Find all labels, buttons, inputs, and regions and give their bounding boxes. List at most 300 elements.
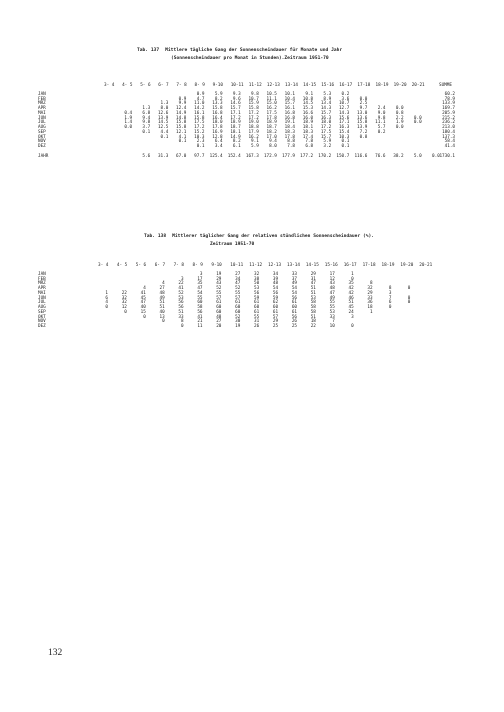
table1-sum-cell: 137.3 [442, 134, 455, 140]
table2-value-cell: 6 [105, 295, 108, 301]
table1-value-cell: 125.4 [209, 153, 223, 159]
table2-value-cell: 41 [178, 286, 184, 291]
table1-value-cell: 19.0 [248, 120, 259, 126]
table1-value-cell: 16.3 [338, 125, 350, 130]
table2-value-cell: 22 [178, 281, 184, 287]
table1-value-cell: 0.0 [124, 125, 133, 130]
table1-value-cell: 18.9 [230, 120, 241, 126]
table1-value-cell: 8.2 [214, 96, 223, 102]
table1-value-cell: 16.0 [302, 115, 314, 121]
table2-header-hour: 8- 9 [192, 263, 203, 268]
table1-value-cell: 0.8 [395, 110, 404, 116]
table2-caption [144, 234, 374, 240]
table2-value-cell: 29 [216, 276, 222, 282]
table1-value-cell: 9.1 [251, 139, 259, 145]
table2-value-cell: 51 [178, 309, 184, 315]
table1-subtitle [171, 56, 329, 62]
table2-value-cell: 42 [348, 290, 354, 296]
table2-value-cell: 34 [272, 271, 279, 277]
table1-title-line1: Mittlere tägliche Gang der Sonnenscheindauer für Monate und Jahr [165, 48, 343, 53]
table2-value-cell: 48 [216, 314, 222, 320]
table1-value-cell: 31.3 [157, 153, 169, 159]
table2-value-cell: 47 [310, 281, 316, 287]
table2-value-cell: 60 [216, 309, 222, 315]
table2-value-cell: 56 [254, 290, 260, 296]
table1-value-cell: 0.1 [160, 134, 169, 140]
table1-sum-cell: 180.4 [442, 129, 455, 135]
table1 [38, 84, 468, 160]
table2-value-cell: 4 [162, 281, 165, 287]
table2-value-cell: 0 [407, 295, 411, 301]
table1-value-cell: 18.7 [230, 125, 241, 130]
table1-value-cell: 0.1 [142, 129, 151, 135]
table1-value-cell: 14.9 [230, 134, 241, 140]
table1-value-cell: 0.1 [178, 139, 187, 145]
table1-header-row [38, 84, 468, 89]
table1-value-cell: 5.6 [142, 153, 151, 159]
table2-value-cell: 45 [140, 295, 146, 301]
table1-month-label: FEB [38, 96, 46, 102]
table2-value-cell: 4 [143, 286, 146, 291]
table2-value-cell: 0 [143, 314, 146, 320]
table2-value-cell: 0 [407, 286, 411, 291]
table2-value-cell: 61 [216, 300, 222, 306]
table1-sum-cell: 213.0 [442, 125, 455, 130]
table1-value-cell: 0.0 [413, 120, 422, 126]
table1-value-cell: 8.0 [269, 144, 277, 149]
table1-value-cell: 5.0 [413, 153, 422, 159]
table2-value-cell: 8 [181, 319, 184, 325]
table1-value-cell: 16.2 [266, 106, 277, 111]
table1-value-cell: 17.8 [266, 115, 277, 121]
table2-month-label: SEP [38, 309, 46, 315]
table2-value-cell: 52 [235, 314, 241, 320]
table2-value-cell: 6 [388, 300, 392, 306]
table2-row [38, 325, 468, 330]
table2-header-hour: 5- 6 [135, 263, 147, 268]
table1-value-cell: 2.2 [395, 115, 404, 121]
table1-value-cell: 2.4 [377, 106, 386, 111]
table2-value-cell: 48 [272, 281, 279, 287]
table1-value-cell: 18.0 [212, 120, 223, 126]
table1-value-cell: 15.8 [176, 125, 187, 130]
table2-title-line1: Mittlerer täglicher Gang der relativen stündlichen Sonnenscheindauer (%). [172, 234, 375, 239]
table1-value-cell: 5.7 [377, 125, 386, 130]
table2-value-cell: 51 [310, 286, 316, 291]
table2-value-cell: 4 [105, 300, 108, 306]
table1-month-label: JUL [38, 120, 46, 126]
table2-value-cell: 33 [329, 314, 335, 320]
table2-value-cell: 12 [329, 276, 335, 282]
table1-value-cell: 15.7 [320, 134, 332, 140]
table1-value-cell: 9.1 [305, 91, 314, 97]
table1-sum-cell: 133.9 [442, 101, 455, 107]
table1-value-cell: 150.7 [336, 153, 350, 159]
table1-value-cell: 6.8 [305, 144, 314, 149]
table1-value-cell: 9.6 [232, 96, 241, 102]
table1-value-cell: 116.6 [354, 153, 368, 159]
table1-sum-cell: 78.9 [444, 96, 455, 102]
table1-value-cell: 0.1 [341, 139, 350, 145]
table2-value-cell: 52 [235, 286, 241, 291]
table2-header-hour: 9-10 [211, 263, 222, 268]
table2-value-cell: 17 [197, 276, 203, 282]
table2-header-hour: 4- 5 [116, 263, 128, 268]
table2-value-cell: 31 [310, 276, 316, 282]
table2-value-cell: 37 [291, 276, 297, 282]
table1-value-cell: 167.3 [245, 153, 259, 159]
table2-value-cell: 21 [197, 319, 203, 325]
table2-value-cell: 33 [178, 314, 184, 320]
table2-value-cell: 53 [310, 295, 316, 301]
table2-header-hour: 3- 4 [98, 263, 109, 268]
table2-value-cell: 62 [272, 300, 279, 306]
table2-value-cell: 1 [351, 271, 354, 277]
table1-value-cell: 76.6 [375, 153, 386, 159]
table2-value-cell: 61 [291, 300, 297, 306]
table1-value-cell: 1.3 [160, 101, 169, 107]
table2-value-cell: 38 [254, 276, 260, 282]
table1-value-cell: 17.1 [230, 110, 241, 116]
table1-value-cell: 13.9 [157, 115, 169, 121]
table1-value-cell: 17.5 [266, 110, 277, 116]
table1-value-cell: 5.9 [251, 144, 259, 149]
table1-value-cell: 0.9 [196, 91, 205, 97]
table2-header-hour: 20-21 [419, 263, 433, 268]
table1-value-cell: 11.1 [375, 120, 386, 126]
table2-value-cell: 30 [235, 319, 241, 325]
table1-value-cell: 13.0 [357, 110, 368, 116]
table1-value-cell: 3.6 [341, 96, 350, 102]
table2-value-cell: 35 [197, 281, 203, 287]
table1-value-cell: 15.9 [248, 101, 259, 107]
table2-value-cell: 47 [197, 286, 203, 291]
table1-header-hour: 7- 8 [176, 83, 187, 88]
table2-value-cell: 26 [291, 319, 297, 325]
table1-value-cell: 15.3 [302, 106, 314, 111]
table1-value-cell: 18.2 [266, 129, 277, 135]
table1-value-cell: 16.8 [284, 115, 295, 121]
table1-month-label: DEZ [38, 144, 46, 149]
table1-value-cell: 0.0 [359, 96, 368, 102]
table1-value-cell: 9.8 [142, 120, 151, 126]
table1-value-cell: 13.9 [357, 125, 368, 130]
table2-value-cell: 58 [310, 309, 316, 315]
table2-value-cell: 60 [197, 300, 203, 306]
table1-year-row [38, 155, 468, 160]
table2-value-cell: 27 [216, 319, 222, 325]
table2-value-cell: 29 [367, 290, 373, 296]
table1-header-hour: 19-20 [393, 83, 407, 88]
table2-value-cell: 40 [140, 305, 146, 310]
table1-value-cell: 18.1 [302, 125, 314, 130]
table2-value-cell: 56 [178, 300, 184, 306]
table1-value-cell: 9.0 [377, 110, 386, 116]
table2-value-cell: 0 [162, 319, 165, 325]
table2-value-cell: 32 [367, 286, 373, 291]
table1-value-cell: 17.8 [284, 134, 295, 140]
table1-value-cell: 13.3 [212, 101, 223, 107]
table2-value-cell: 59 [254, 295, 260, 301]
table2-value-cell: 1 [105, 290, 108, 296]
table2-value-cell: 40 [159, 309, 165, 315]
table1-value-cell: 16.8 [284, 110, 295, 116]
table1-value-cell: 16.1 [194, 110, 205, 116]
table1-header-hour: 11-12 [248, 83, 262, 88]
table2-header-hour: 10-11 [230, 263, 244, 268]
table1-month-label: NOV [38, 139, 46, 145]
table2-value-cell: 19 [216, 271, 222, 277]
table2-value-cell: 53 [329, 309, 335, 315]
table2-value-cell: 24 [348, 309, 354, 315]
table2-value-cell: 33 [367, 295, 373, 301]
table1-value-cell: 17.4 [302, 134, 314, 140]
table2-value-cell: 41 [140, 290, 146, 296]
table1-value-cell: 5.9 [214, 91, 223, 97]
table2-month-label: JUL [38, 300, 46, 306]
table1-value-cell: 10.7 [338, 101, 350, 107]
table2-value-cell: 49 [329, 295, 335, 301]
table2-header-hour: 6- 7 [154, 263, 166, 268]
table2-value-cell: 59 [272, 295, 279, 301]
table2-value-cell: 51 [348, 300, 354, 306]
table1-header-hour: 10-11 [230, 83, 244, 88]
table2-value-cell: 53 [178, 295, 184, 301]
table2-value-cell: 47 [140, 300, 146, 306]
table1-value-cell: 9.4 [142, 115, 151, 121]
table2-value-cell: 0 [407, 300, 411, 306]
table1-value-cell: 0.4 [124, 110, 133, 116]
table2-value-cell: 22 [121, 290, 127, 296]
table1-value-cell: 17.2 [320, 125, 332, 130]
table1-sum-cell: 169.7 [442, 106, 455, 111]
table2-value-cell: 29 [272, 319, 279, 325]
table2-value-cell: 0 [351, 324, 354, 329]
table2-value-cell: 61 [291, 309, 297, 315]
table2-value-cell: 51 [310, 290, 316, 296]
table2-value-cell: 41 [197, 314, 203, 320]
table2-value-cell: 25 [272, 324, 279, 329]
table1-value-cell: 3.7 [142, 125, 151, 130]
table2-value-cell: 36 [367, 300, 373, 306]
table1-value-cell: 18.3 [284, 129, 295, 135]
table1-month-label: APR [38, 106, 46, 111]
table1-value-cell: 1.4 [124, 120, 133, 126]
table2-value-cell: 48 [329, 286, 335, 291]
table1-value-cell: 16.3 [320, 115, 332, 121]
table1-value-cell: 14.5 [302, 101, 314, 107]
table2-header-hour: 13-14 [287, 263, 300, 268]
table1-header-hour: 20-21 [411, 83, 425, 88]
table1-value-cell: 17.5 [320, 129, 332, 135]
table2-value-cell: 52 [178, 290, 184, 296]
table2-value-cell: 7 [388, 295, 392, 301]
table2 [38, 264, 468, 330]
table1-value-cell: 0.8 [359, 134, 368, 140]
table1-value-cell: 1.9 [395, 120, 404, 126]
table1-row [38, 145, 468, 150]
table1-value-cell: 172.9 [263, 153, 277, 159]
table1-value-cell: 7.8 [305, 139, 314, 145]
table1-value-cell: 4.7 [196, 96, 205, 102]
table1-sum-cell: 60.2 [444, 91, 455, 97]
table2-value-cell: 43 [329, 281, 335, 287]
table1-value-cell: 11.1 [266, 96, 277, 102]
table1-value-cell: 10.4 [284, 96, 295, 102]
table1-value-cell: 17.1 [338, 120, 350, 126]
table1-header-hour: 12-13 [266, 83, 280, 88]
table1-value-cell: 10.3 [194, 134, 205, 140]
table1-value-cell: 15.0 [266, 101, 277, 107]
table2-value-cell: 56 [272, 290, 279, 296]
table2-month-label: JUN [38, 295, 46, 301]
table1-value-cell: 18.1 [230, 129, 241, 135]
table1-sum-cell: 58.4 [444, 139, 455, 145]
table1-value-cell: 15.7 [284, 101, 295, 107]
table1-value-cell: 4.4 [160, 129, 169, 135]
table1-value-cell: 38.2 [393, 153, 404, 159]
table1-value-cell: 3.2 [323, 144, 332, 149]
table1-value-cell: 15.2 [194, 129, 205, 135]
table1-month-label: AUG [38, 125, 46, 130]
table1-value-cell: 8.8 [287, 139, 295, 145]
table2-value-cell: 33 [291, 271, 297, 277]
table1-value-cell: 1.9 [124, 115, 133, 121]
table1-month-label: JAN [38, 91, 46, 97]
table1-value-cell: 18.9 [266, 120, 277, 126]
table2-month-label: DEZ [38, 324, 46, 329]
table2-value-cell: 0 [105, 305, 108, 310]
table1-value-cell: 10.3 [338, 134, 350, 140]
table2-value-cell: 26 [254, 324, 260, 329]
table1-value-cell: 16.8 [212, 110, 223, 116]
table1-value-cell: 16.4 [212, 115, 223, 121]
table1-value-cell: 7.8 [287, 144, 295, 149]
table2-header-row [38, 264, 468, 269]
table2-number: Tab. 138 [144, 234, 167, 239]
table1-value-cell: 15.7 [230, 106, 241, 111]
table2-header-hour: 12-13 [268, 263, 282, 268]
table2-header-hour: 15-16 [324, 263, 338, 268]
table1-value-cell: 14.2 [194, 106, 205, 111]
table1-value-cell: 17.2 [194, 125, 205, 130]
table2-header-hour: 14-15 [305, 263, 319, 268]
table1-header-hour: 18-19 [375, 83, 389, 88]
table1-month-label: JAHR [38, 153, 49, 159]
table1-value-cell: 13.4 [320, 101, 332, 107]
table1-value-cell: 14.8 [176, 115, 187, 121]
table2-header-hour: 18-19 [381, 263, 395, 268]
table2-value-cell: 54 [197, 290, 203, 296]
table1-month-label: OKT [38, 134, 46, 140]
table1-value-cell: 6.1 [232, 144, 241, 149]
table2-value-cell: 32 [254, 271, 260, 277]
table1-title-line2: (Sonnenscheindauer pro Monat in Stunden).Zeitraum 1951-70 [171, 56, 329, 61]
table2-month-label: NOV [38, 319, 46, 325]
table1-sum-cell: 236.2 [442, 120, 455, 126]
table1-value-cell: 10.1 [284, 91, 295, 97]
table2-value-cell: 32 [121, 295, 127, 301]
table1-value-cell: 14.6 [230, 101, 241, 107]
table1-value-cell: 15.6 [338, 115, 350, 121]
table2-value-cell: 58 [310, 300, 316, 306]
table2-value-cell: 46 [348, 295, 354, 301]
table1-number: Tab. 137 [137, 48, 160, 53]
table1-header-hour: 13-14 [285, 83, 298, 88]
table2-value-cell: 57 [272, 314, 279, 320]
table2-value-cell: 11 [197, 324, 203, 329]
table2-value-cell: 57 [216, 295, 222, 301]
table1-value-cell: 9.7 [359, 106, 368, 111]
table2-value-cell: 56 [291, 295, 297, 301]
table2-header-hour: 17-18 [362, 263, 376, 268]
table1-value-cell: 0.0 [413, 115, 422, 121]
table1-header-hour: 17-18 [357, 83, 371, 88]
table2-value-cell: 29 [310, 271, 316, 277]
table2-value-cell: 0 [124, 309, 127, 315]
table2-value-cell: 25 [291, 324, 297, 329]
table2-value-cell: 60 [235, 309, 241, 315]
table2-value-cell: 10 [329, 324, 335, 329]
table1-value-cell: 11.0 [194, 101, 205, 107]
table2-value-cell: 55 [216, 290, 222, 296]
table2-value-cell: 56 [178, 305, 184, 310]
table1-value-cell: 12.8 [212, 134, 223, 140]
table2-value-cell: 58 [310, 305, 316, 310]
table1-header-hour: 3- 4 [104, 83, 115, 88]
table1-value-cell: 15.4 [338, 129, 350, 135]
table2-value-cell: 51 [159, 300, 165, 306]
table2-value-cell: 61 [272, 309, 279, 315]
table1-header-hour: 14-15 [303, 83, 317, 88]
table1-value-cell: 152.4 [227, 153, 241, 159]
table1-value-cell: 18.8 [248, 125, 259, 130]
table2-value-cell: 53 [254, 286, 260, 291]
table2-value-cell: 27 [235, 271, 241, 277]
table2-value-cell: 49 [291, 281, 297, 287]
table1-value-cell: 10.7 [248, 96, 259, 102]
table1-value-cell: 15.7 [320, 110, 332, 116]
table2-month-label: AUG [38, 305, 46, 310]
table1-value-cell: 17.2 [248, 110, 259, 116]
table2-value-cell: 18 [367, 305, 373, 310]
table1-value-cell: 2.5 [359, 101, 368, 107]
table2-month-label: OKT [38, 314, 46, 320]
table2-value-cell: 1 [370, 309, 373, 315]
table1-sum-cell: 1730.1 [439, 153, 455, 159]
table2-month-label: APR [38, 286, 46, 291]
table2-value-cell: 55 [235, 290, 241, 296]
table1-value-cell: 14.3 [338, 110, 350, 116]
table2-value-cell: 50 [254, 281, 260, 287]
table1-value-cell: 17.5 [194, 120, 205, 126]
table2-value-cell: 55 [329, 300, 335, 306]
table1-value-cell: 12.6 [157, 110, 169, 116]
table1-month-label: MRZ [38, 101, 46, 107]
table2-value-cell: 60 [216, 305, 222, 310]
table1-value-cell: 3.4 [214, 144, 223, 149]
table2-header-hour: 11-12 [249, 263, 263, 268]
table2-value-cell: 60 [254, 305, 260, 310]
table1-value-cell: 177.2 [300, 153, 314, 159]
table2-value-cell: 61 [235, 300, 241, 306]
table2-value-cell: 54 [291, 286, 297, 291]
table2-value-cell: 52 [216, 286, 222, 291]
table2-value-cell: 54 [272, 286, 279, 291]
table2-value-cell: 57 [235, 295, 241, 301]
table1-value-cell: 97.7 [194, 153, 205, 159]
table1-value-cell: 5.9 [323, 139, 332, 145]
